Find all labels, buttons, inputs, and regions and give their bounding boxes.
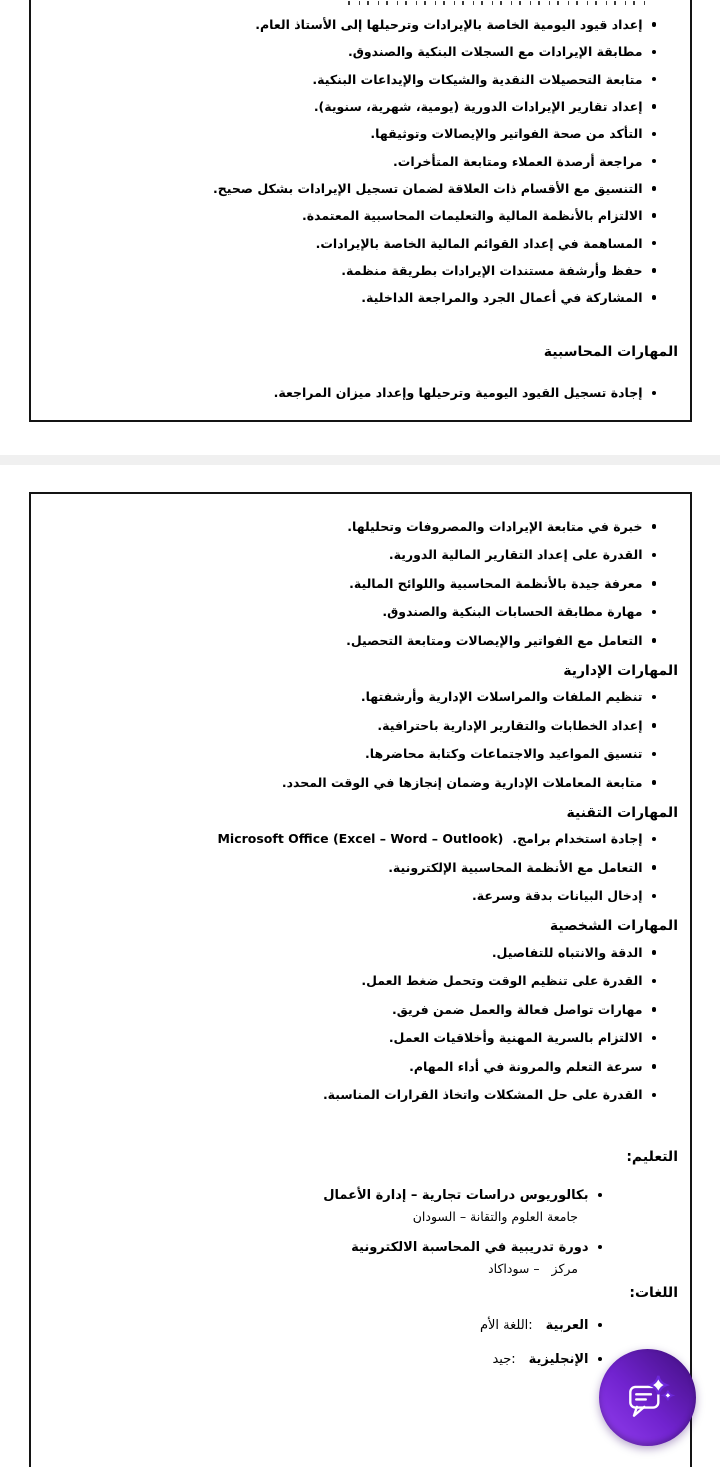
institution-detail: مركز – سوداكاد bbox=[488, 1261, 578, 1276]
document-page-2 bbox=[29, 492, 692, 1467]
bullet-dot bbox=[652, 391, 657, 396]
bullet-dot bbox=[598, 1323, 603, 1328]
list-item bbox=[31, 882, 690, 911]
list-item bbox=[31, 175, 690, 202]
institution-detail: جامعة العلوم والتقانة – السودان bbox=[412, 1209, 578, 1224]
bullet-text: المساهمة في إعداد القوائم المالية الخاصة بالإيرادات. bbox=[315, 235, 643, 251]
list-item bbox=[31, 825, 690, 854]
revenue-duties-list bbox=[31, 11, 690, 311]
bullet-dot bbox=[652, 159, 657, 164]
education-title bbox=[31, 1183, 690, 1207]
chat-sparkle-icon bbox=[620, 1373, 676, 1423]
bullet-text: إجادة تسجيل القيود اليومية وترحيلها وإعداد ميزان المراجعة. bbox=[273, 385, 643, 401]
bullet-dot bbox=[652, 553, 657, 558]
list-item bbox=[31, 202, 690, 229]
degree-title: بكالوريوس دراسات تجارية – إدارة الأعمال bbox=[323, 1187, 589, 1203]
language-name: الإنجليزية bbox=[528, 1351, 589, 1367]
bullet-dot bbox=[652, 1093, 657, 1098]
section-heading: المهارات الشخصية bbox=[549, 918, 678, 934]
bullet-dot bbox=[652, 610, 657, 615]
bullet-text: متابعة المعاملات الإدارية وضمان إنجازها في الوقت المحدد. bbox=[281, 774, 643, 790]
bullet-text: التنسيق مع الأقسام ذات العلاقة لضمان تسجيل الإيرادات بشكل صحيح. bbox=[213, 180, 643, 196]
latin-text: Microsoft Office (Excel – Word – Outlook) bbox=[217, 831, 504, 847]
bullet-text: مهارات تواصل فعالة والعمل ضمن فريق. bbox=[392, 1001, 643, 1017]
bullet-text: إجادة استخدام برامج. bbox=[512, 831, 643, 847]
education-entry bbox=[31, 1235, 690, 1279]
list-item bbox=[31, 541, 690, 570]
bullet-text: التأكد من صحة الفواتير والإيصالات وتوثيقها. bbox=[370, 126, 643, 142]
bullet-dot bbox=[652, 752, 657, 757]
list-item bbox=[31, 147, 690, 174]
list-item bbox=[31, 93, 690, 120]
list-item bbox=[31, 569, 690, 598]
list-item bbox=[31, 768, 690, 797]
bullet-dot bbox=[652, 979, 657, 984]
bullet-dot bbox=[652, 638, 657, 643]
bullet-text: مطابقة الإيرادات مع السجلات البنكية والصندوق. bbox=[347, 44, 643, 60]
bullet-text: التعامل مع الأنظمة المحاسبية الإلكترونية. bbox=[388, 859, 643, 875]
bullet-text: الدقة والانتباه للتفاصيل. bbox=[491, 944, 643, 960]
language-entry bbox=[31, 1311, 690, 1339]
list-item bbox=[31, 229, 690, 256]
bullet-dot bbox=[598, 1193, 603, 1198]
education-entry bbox=[31, 1183, 690, 1227]
bullet-dot bbox=[652, 104, 657, 109]
bullet-dot bbox=[652, 77, 657, 82]
bullet-dot bbox=[652, 22, 657, 27]
bullet-dot bbox=[652, 213, 657, 218]
list-item bbox=[31, 967, 690, 996]
list-item bbox=[31, 683, 690, 712]
bullet-dot bbox=[652, 581, 657, 586]
bullet-dot bbox=[652, 865, 657, 870]
list-item bbox=[31, 284, 690, 311]
bullet-dot bbox=[652, 295, 657, 300]
bullet-dot bbox=[652, 894, 657, 899]
bullet-text: إدخال البيانات بدقة وسرعة. bbox=[471, 888, 643, 904]
section-heading-education: التعليم: bbox=[626, 1149, 678, 1165]
list-item bbox=[31, 740, 690, 769]
bullet-dot bbox=[652, 837, 657, 842]
skills-list bbox=[31, 683, 690, 797]
list-item bbox=[31, 11, 690, 38]
bullet-dot bbox=[652, 1007, 657, 1012]
list-item bbox=[31, 512, 690, 541]
degree-title: دورة تدريبية في المحاسبة الالكترونية bbox=[351, 1239, 589, 1255]
bullet-text: تنسيق المواعيد والاجتماعات وكتابة محاضرها. bbox=[365, 746, 643, 762]
bullet-text: خبرة في متابعة الإيرادات والمصروفات وتحليلها. bbox=[347, 518, 643, 534]
list-item bbox=[31, 1081, 690, 1110]
list-item bbox=[31, 711, 690, 740]
bullet-dot bbox=[598, 1245, 603, 1250]
bullet-text: معرفة جيدة بالأنظمة المحاسبية واللوائح المالية. bbox=[349, 575, 643, 591]
bullet-dot bbox=[652, 950, 657, 955]
language-name: العربية bbox=[545, 1317, 589, 1333]
list-item bbox=[31, 1024, 690, 1053]
bullet-dot bbox=[652, 1036, 657, 1041]
list-item bbox=[31, 626, 690, 655]
bullet-dot bbox=[652, 723, 657, 728]
bullet-dot bbox=[652, 241, 657, 246]
education-entries bbox=[31, 1183, 690, 1279]
list-item bbox=[31, 853, 690, 882]
list-item bbox=[31, 938, 690, 967]
bullet-text: حفظ وأرشفة مستندات الإيرادات بطريقة منظمة. bbox=[341, 262, 643, 278]
accounting-skills-list bbox=[31, 379, 690, 406]
list-item bbox=[31, 38, 690, 65]
list-item bbox=[31, 120, 690, 147]
language-level: :اللغة الأم bbox=[479, 1317, 533, 1333]
bullet-dot bbox=[598, 1357, 603, 1362]
list-item bbox=[31, 66, 690, 93]
skills-list bbox=[31, 512, 690, 655]
bullet-dot bbox=[652, 132, 657, 137]
list-item bbox=[31, 1052, 690, 1081]
bullet-dot bbox=[652, 524, 657, 529]
document-page-1 bbox=[29, 0, 692, 422]
bullet-text: تنظيم الملفات والمراسلات الإدارية وأرشفتها. bbox=[360, 689, 643, 705]
bullet-dot bbox=[652, 186, 657, 191]
section-heading: المهارات التقنية bbox=[566, 804, 678, 821]
skills-sections bbox=[31, 494, 690, 1109]
skills-list bbox=[31, 938, 690, 1109]
bullet-text: الالتزام بالسرية المهنية وأخلاقيات العمل. bbox=[388, 1030, 643, 1046]
bullet-text: التعامل مع الفواتير والإيصالات ومتابعة التحصيل. bbox=[346, 632, 643, 648]
bullet-text: القدرة على إعداد التقارير المالية الدورية. bbox=[388, 547, 643, 563]
section-heading: المهارات الإدارية bbox=[563, 662, 678, 679]
list-item bbox=[31, 995, 690, 1024]
language-entries bbox=[31, 1311, 690, 1373]
bullet-text: القدرة على حل المشكلات واتخاذ القرارات المناسبة. bbox=[322, 1087, 643, 1103]
ai-chat-fab-button[interactable] bbox=[599, 1349, 696, 1446]
bullet-dot bbox=[652, 695, 657, 700]
bullet-dot bbox=[652, 1064, 657, 1069]
bullet-text: متابعة التحصيلات النقدية والشيكات والإيداعات البنكية. bbox=[312, 71, 643, 87]
bullet-dot bbox=[652, 268, 657, 273]
bullet-text: مهارة مطابقة الحسابات البنكية والصندوق. bbox=[382, 604, 643, 620]
bullet-text: إعداد الخطابات والتقارير الإدارية باحترافية. bbox=[377, 717, 643, 733]
clipped-text-line bbox=[348, 1, 648, 5]
bullet-text: إعداد قيود اليومية الخاصة بالإيرادات وترحيلها إلى الأستاذ العام. bbox=[255, 17, 643, 33]
list-item bbox=[31, 257, 690, 284]
bullet-text: سرعة التعلم والمرونة في أداء المهام. bbox=[409, 1058, 643, 1074]
section-heading-accounting-skills: المهارات المحاسبية bbox=[543, 344, 678, 361]
bullet-text: الالتزام بالأنظمة المالية والتعليمات المحاسبية المعتمدة. bbox=[302, 208, 643, 224]
bullet-text: القدرة على تنظيم الوقت وتحمل ضغط العمل. bbox=[361, 973, 643, 989]
page-gap-band bbox=[0, 455, 720, 465]
bullet-dot bbox=[652, 50, 657, 55]
list-item bbox=[31, 598, 690, 627]
section-heading-languages: اللغات: bbox=[629, 1285, 678, 1301]
list-item bbox=[31, 379, 690, 406]
bullet-text: المشاركة في أعمال الجرد والمراجعة الداخلية. bbox=[361, 290, 643, 306]
education-title bbox=[31, 1235, 690, 1259]
skills-list bbox=[31, 825, 690, 911]
bullet-text: إعداد تقارير الإيرادات الدورية (يومية، شهرية، سنوية). bbox=[313, 99, 643, 115]
bullet-text: مراجعة أرصدة العملاء ومتابعة المتأخرات. bbox=[393, 153, 643, 169]
bullet-dot bbox=[652, 780, 657, 785]
language-level: :جيد bbox=[492, 1351, 516, 1367]
language-entry bbox=[31, 1345, 690, 1373]
